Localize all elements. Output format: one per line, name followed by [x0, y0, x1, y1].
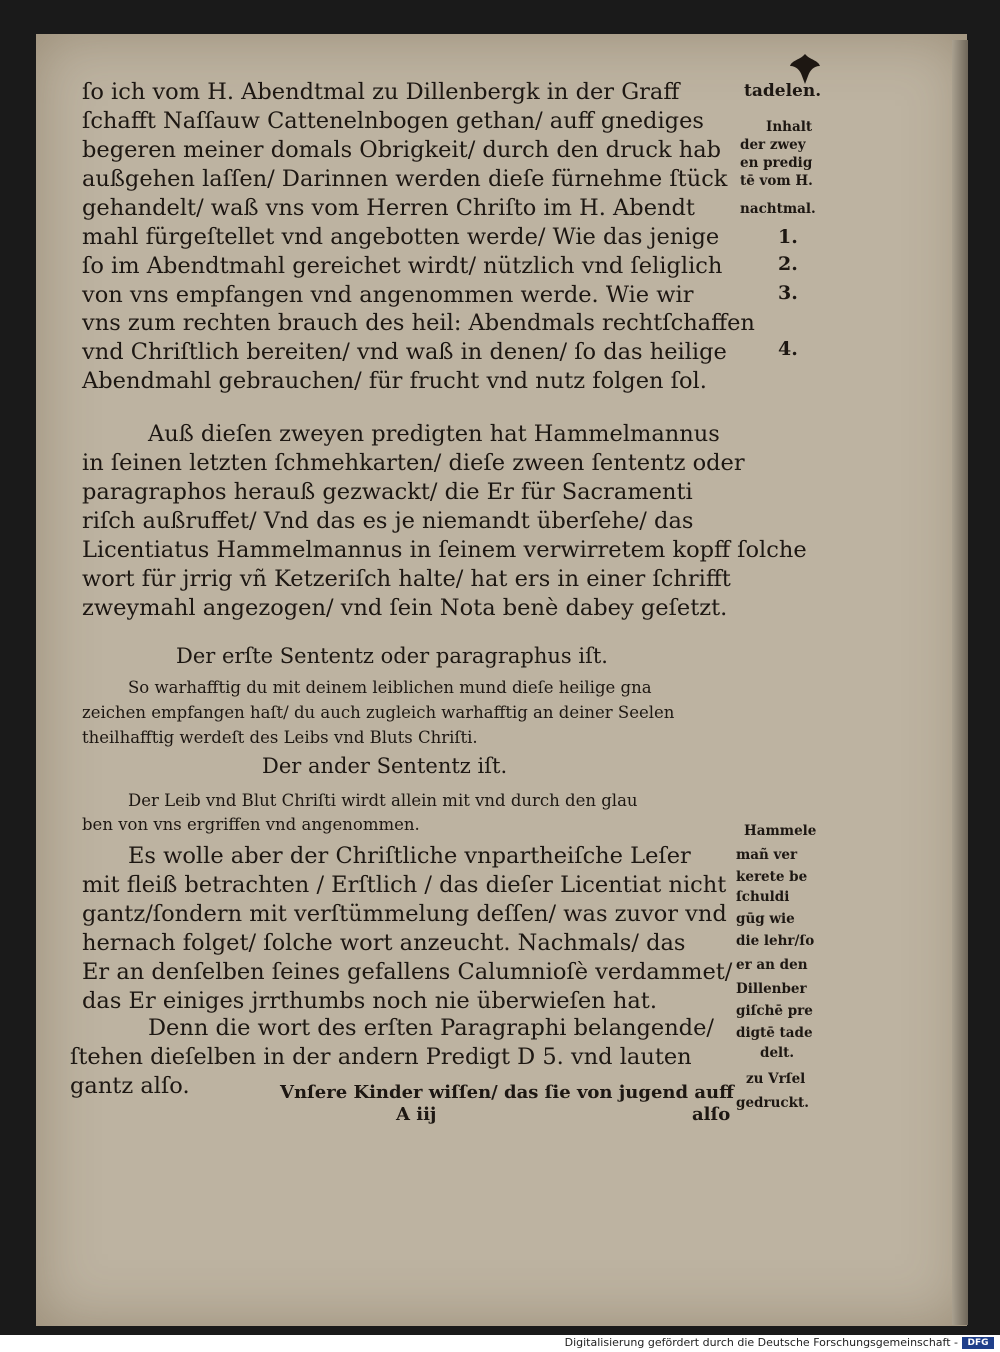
text-line: Licentiatus Hammelmannus in ſeinem verwirretem kopff ſolche [82, 537, 807, 563]
footer-bar [0, 1335, 1000, 1352]
text-line: mahl fürgeſtellet vnd angebotten werde/ Wie das jenige [82, 224, 720, 250]
text-line: gantz alſo. [70, 1073, 190, 1099]
quote-line: zeichen empfangen haſt/ du auch zugleich warhafftig an deiner Seelen [82, 703, 675, 722]
dfg-logo[interactable]: DFG [962, 1337, 994, 1349]
text-line: ſo ich vom H. Abendtmal zu Dillenbergk in der Graff [82, 79, 680, 105]
text-line: Denn die wort des erſten Paragraphi belangende/ [148, 1015, 714, 1041]
custodes-word: alſo [692, 1104, 731, 1125]
margin-line: Hammele [744, 823, 817, 839]
margin-line: die lehr/ſo [736, 933, 815, 949]
text-line: Es wolle aber der Chriſtliche vnpartheiſche Leſer [128, 843, 691, 869]
text-line: in ſeinen letzten ſchmehkarten/ dieſe zween ſententz oder [82, 450, 745, 476]
section-heading: Der ander Sententz iſt. [262, 754, 508, 778]
margin-number: 2. [778, 253, 798, 275]
margin-line: mañ ver [736, 847, 798, 863]
margin-line: gūg wie [736, 911, 795, 927]
text-line: zweymahl angezogen/ vnd ſein Nota benè dabey geſetzt. [82, 595, 728, 621]
margin-line: der zwey [740, 137, 806, 153]
quote-line: theilhafftig werdeſt des Leibs vnd Bluts Chriſti. [82, 728, 478, 747]
margin-line: ſchuldi [736, 889, 790, 905]
margin-number: 1. [778, 226, 798, 248]
funding-credit: Digitalisierung gefördert durch die Deutsche Forschungsgemeinschaft - [564, 1336, 958, 1349]
text-line: begeren meiner domals Obrigkeit/ durch den druck hab [82, 137, 722, 163]
text-line: hernach folget/ ſolche wort anzeucht. Nachmals/ das [82, 930, 686, 956]
text-line: Abendmahl gebrauchen/ für frucht vnd nutz folgen ſol. [82, 368, 707, 394]
text-line: vnd Chriſtlich bereiten/ vnd waß in denen/ ſo das heilige [82, 339, 727, 365]
quote-line: Der Leib vnd Blut Chriſti wirdt allein mit vnd durch den glau [128, 791, 638, 810]
margin-line: zu Vrſel [746, 1071, 806, 1087]
text-line: ſchafft Naſſauw Cattenelnbogen gethan/ auff gnediges [82, 108, 704, 134]
margin-line: tē vom H. [740, 173, 813, 189]
margin-catchword: tadelen. [744, 81, 822, 101]
text-line: Auß dieſen zweyen predigten hat Hammelmannus [148, 421, 720, 447]
text-line: vns zum rechten brauch des heil: Abendmals rechtſchaffen [82, 310, 755, 336]
text-line: riſch außruffet/ Vnd das es je niemandt überſehe/ das [82, 508, 694, 534]
margin-line: er an den [736, 957, 808, 973]
margin-line: delt. [760, 1045, 795, 1061]
page-edge [952, 40, 968, 1325]
text-line: das Er einiges jrrthumbs noch nie überwieſen hat. [82, 988, 657, 1014]
text-line: paragraphos herauß gezwackt/ die Er für Sacramenti [82, 479, 693, 505]
signature-mark: A iij [396, 1104, 437, 1125]
margin-line: Dillenber [736, 981, 807, 997]
text-line: gehandelt/ waß vns vom Herren Chriſto im H. Abendt [82, 195, 695, 221]
margin-line: nachtmal. [740, 201, 816, 217]
margin-number: 3. [778, 282, 798, 304]
quote-line: ben von vns ergriffen vnd angenommen. [82, 815, 420, 834]
text-line: ſtehen dieſelben in der andern Predigt D 5. vnd lauten [70, 1044, 692, 1070]
quote-line: So warhafftig du mit deinem leiblichen mund dieſe heilige gna [128, 678, 652, 697]
section-heading: Der erſte Sententz oder paragraphus iſt. [176, 644, 608, 668]
margin-line: kerete be [736, 869, 808, 885]
text-line: wort für jrrig vñ Ketzeriſch halte/ hat ers in einer ſchrifft [82, 566, 731, 592]
text-line: mit fleiß betrachten / Erſtlich / das dieſer Licentiat nicht [82, 872, 727, 898]
catch-line: Vnſere Kinder wiſſen/ das ſie von jugend auff [280, 1082, 734, 1103]
text-line: gantz/ſondern mit verſtümmelung deſſen/ was zuvor vnd [82, 901, 727, 927]
margin-line: Inhalt [766, 119, 813, 135]
margin-line: digtē tade [736, 1025, 813, 1041]
margin-line: en predig [740, 155, 813, 171]
text-line: ſo im Abendtmahl gereichet wirdt/ nützlich vnd ſeliglich [82, 253, 723, 279]
text-line: Er an denſelben ſeines gefallens Calumnioſè verdammet/ [82, 959, 733, 985]
text-line: von vns empfangen vnd angenommen werde. Wie wir [82, 282, 694, 308]
margin-number: 4. [778, 338, 798, 360]
text-line: außgehen laſſen/ Darinnen werden dieſe fürnehme ſtück [82, 166, 728, 192]
margin-line: gedruckt. [736, 1095, 809, 1111]
margin-line: giſchē pre [736, 1003, 813, 1019]
